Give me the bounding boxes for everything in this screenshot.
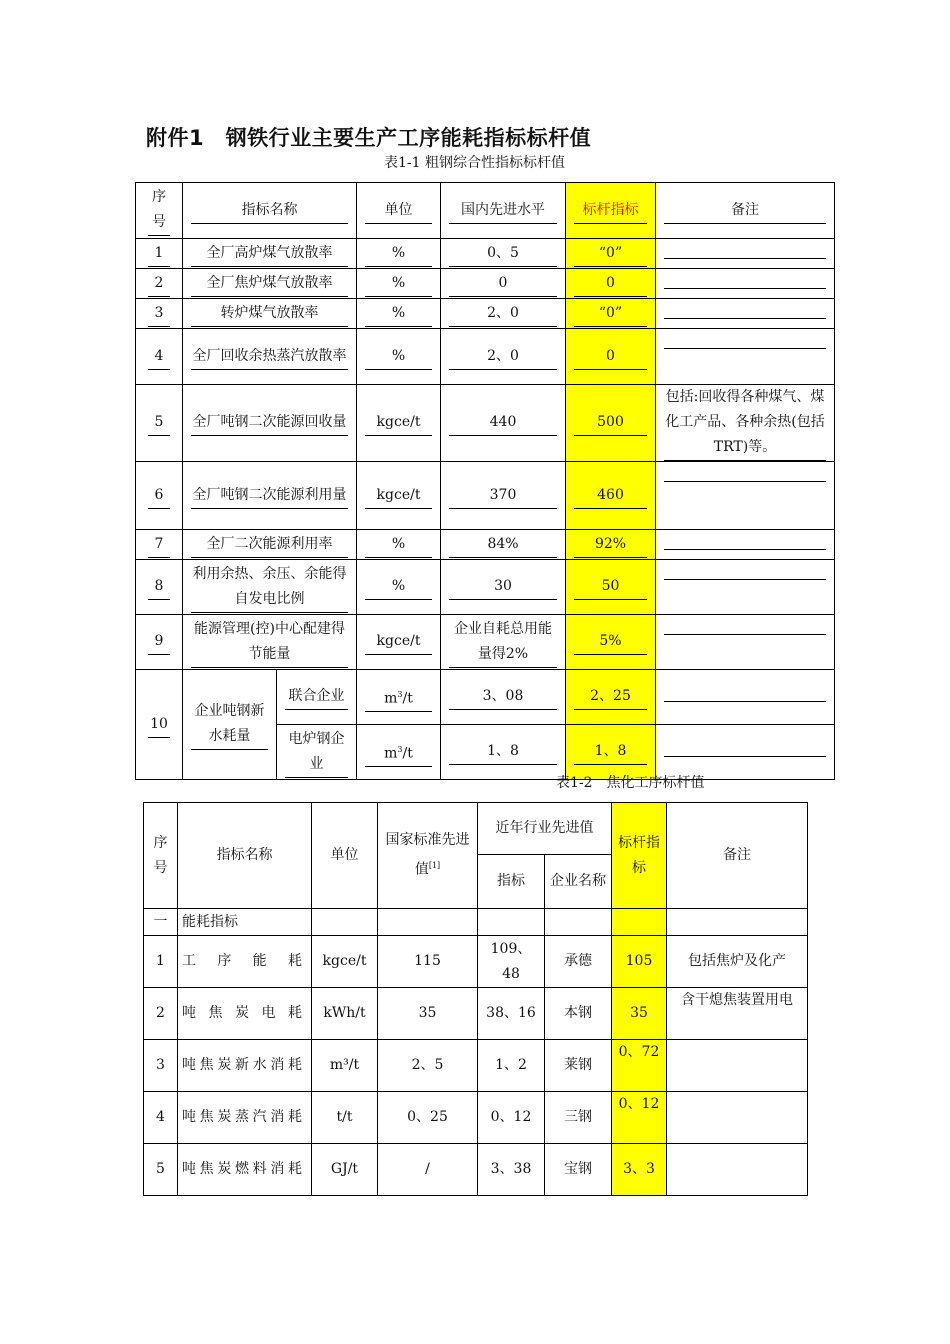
benchmark-cell	[566, 462, 656, 530]
benchmark-cell	[566, 239, 656, 269]
remark-cell	[667, 1092, 808, 1144]
empty-cell	[667, 909, 808, 936]
cell-text: 电炉钢企业	[285, 727, 348, 778]
benchmark-cell	[566, 670, 656, 725]
cell-text: 50	[574, 574, 647, 600]
table1-row	[136, 560, 835, 615]
empty-cell	[312, 909, 378, 936]
unit-tail: /t	[402, 745, 413, 762]
remark-cell	[656, 462, 835, 530]
cell-text: 370	[449, 483, 557, 509]
table1-caption: 表1-1 粗钢综合性指标标杆值	[384, 155, 565, 171]
cell-text: 2、0	[449, 301, 557, 327]
cell-text: 0	[449, 271, 557, 297]
seq-cell: 1	[144, 936, 178, 988]
header-benchmark: 标杆指标	[612, 803, 667, 909]
seq-cell: 4	[144, 1092, 178, 1144]
cell-text	[664, 317, 826, 319]
name-cell	[183, 299, 357, 329]
unit-cell	[357, 299, 441, 329]
cell-text	[664, 480, 826, 482]
domestic-cell	[441, 269, 566, 299]
cell-text	[664, 633, 826, 635]
cell-text	[664, 578, 826, 580]
benchmark-cell: 0、12	[612, 1092, 667, 1144]
header-benchmark: 标杆指标	[566, 183, 656, 239]
table2-header-row1	[144, 803, 808, 855]
table2-row	[144, 1092, 808, 1144]
cell-text: %	[365, 532, 432, 558]
cell-text: 0、5	[449, 241, 557, 267]
unit-cell	[357, 530, 441, 560]
cell-text: 全厂回收余热蒸汽放散率	[191, 344, 348, 370]
name-cell	[183, 530, 357, 560]
remark-cell	[667, 1144, 808, 1196]
cell-text: 1	[148, 241, 170, 267]
cell-text: “0”	[574, 301, 647, 327]
unit-base: m	[384, 690, 398, 707]
seq-cell	[136, 462, 183, 530]
name-cell	[183, 615, 357, 670]
national-cell: /	[378, 1144, 478, 1196]
cell-text: 2、0	[449, 344, 557, 370]
unit-cell	[357, 560, 441, 615]
indicator-cell: 109、48	[478, 936, 545, 988]
benchmark-cell	[566, 560, 656, 615]
table1-row	[136, 530, 835, 560]
cell-text	[664, 548, 826, 550]
cell-text: 92%	[574, 532, 647, 558]
company-cell: 本钢	[545, 988, 612, 1040]
indicator-cell: 3、38	[478, 1144, 545, 1196]
national-cell: 35	[378, 988, 478, 1040]
unit-cell: t/t	[312, 1092, 378, 1144]
table1-row	[136, 239, 835, 269]
header-company: 企业名称	[545, 855, 612, 909]
name-cell	[183, 269, 357, 299]
cell-text: 能源管理(控)中心配建得节能量	[191, 617, 348, 668]
subname-cell	[277, 670, 357, 725]
remark-cell	[656, 329, 835, 385]
seq-cell: 3	[144, 1040, 178, 1092]
cell-text	[664, 257, 826, 259]
cell-text: 7	[148, 532, 170, 558]
remark-cell	[656, 269, 835, 299]
cell-text: kgce/t	[365, 410, 432, 436]
seq-cell	[136, 385, 183, 462]
empty-cell	[612, 909, 667, 936]
page-title: 附件1 钢铁行业主要生产工序能耗指标标杆值	[146, 126, 592, 150]
cell-text: 460	[574, 483, 647, 509]
unit-sup: 3	[397, 689, 403, 699]
header-unit: 单位	[312, 803, 378, 909]
header-national: 国家标准先进值[1]	[378, 803, 478, 909]
cell-text: 全厂焦炉煤气放散率	[191, 271, 348, 297]
name-cell	[183, 239, 357, 269]
unit-cell	[357, 462, 441, 530]
domestic-cell	[441, 329, 566, 385]
remark-cell	[656, 615, 835, 670]
unit-cell: kgce/t	[312, 936, 378, 988]
unit-cell	[357, 670, 441, 725]
cell-text: 全厂吨钢二次能源利用量	[191, 483, 348, 509]
table2-caption: 表1-2 焦化工序标杆值	[556, 775, 705, 791]
table1-row	[136, 385, 835, 462]
name-cell: 吨焦炭新水消耗	[178, 1040, 312, 1092]
unit-cell: kWh/t	[312, 988, 378, 1040]
cell-text: 3	[148, 301, 170, 327]
cell-text: %	[365, 344, 432, 370]
domestic-cell	[441, 299, 566, 329]
unit-cell	[357, 615, 441, 670]
cell-text: 利用余热、余压、余能得自发电比例	[191, 562, 348, 613]
table2-section-row	[144, 909, 808, 936]
remark-cell	[656, 239, 835, 269]
header-remark: 备注	[667, 803, 808, 909]
indicator-cell: 1、2	[478, 1040, 545, 1092]
seq-cell: 2	[144, 988, 178, 1040]
seq-cell	[136, 670, 183, 780]
cell-text: 1、8	[574, 739, 647, 765]
header-remark: 备注	[656, 183, 835, 239]
cell-text: 0	[574, 271, 647, 297]
cell-text: 5	[148, 410, 170, 436]
name-cell	[183, 329, 357, 385]
cell-text: 全厂吨钢二次能源回收量	[191, 410, 348, 436]
cell-text: %	[365, 301, 432, 327]
benchmark-cell: 3、3	[612, 1144, 667, 1196]
section-seq: 一	[144, 909, 178, 936]
national-cell: 2、5	[378, 1040, 478, 1092]
cell-text: 0	[574, 344, 647, 370]
benchmark-cell	[566, 530, 656, 560]
cell-text: 1、8	[449, 739, 557, 765]
unit-base: m	[384, 745, 398, 762]
header-domestic: 国内先进水平	[441, 183, 566, 239]
national-cell: 0、25	[378, 1092, 478, 1144]
cell-text: 2、25	[574, 684, 647, 710]
cell-text: 6	[148, 483, 170, 509]
cell-text: 全厂高炉煤气放散率	[191, 241, 348, 267]
cell-text: 30	[449, 574, 557, 600]
cell-text: 全厂二次能源利用率	[191, 532, 348, 558]
unit-sup: 3	[397, 744, 403, 754]
table2-coking	[143, 802, 808, 1196]
name-cell: 吨焦炭蒸汽消耗	[178, 1092, 312, 1144]
remark-cell: 包括焦炉及化产	[667, 936, 808, 988]
unit-cell	[357, 329, 441, 385]
name-cell: 吨焦炭燃料消耗	[178, 1144, 312, 1196]
seq-cell	[136, 269, 183, 299]
cell-text: 3、08	[449, 684, 557, 710]
seq-cell	[136, 530, 183, 560]
empty-cell	[545, 909, 612, 936]
benchmark-cell	[566, 299, 656, 329]
table1-row	[136, 329, 835, 385]
subname-cell	[277, 725, 357, 780]
cell-text: 企业自耗总用能量得2%	[449, 617, 557, 668]
section-name: 能耗指标	[178, 909, 312, 936]
name-cell	[183, 560, 357, 615]
benchmark-cell	[566, 269, 656, 299]
seq-cell	[136, 299, 183, 329]
unit-text	[365, 682, 432, 713]
header-industry: 近年行业先进值	[478, 803, 612, 855]
seq-cell	[136, 615, 183, 670]
cell-text: 8	[148, 574, 170, 600]
unit-cell: m³/t	[312, 1040, 378, 1092]
unit-cell	[357, 269, 441, 299]
table1-row10-sub	[136, 670, 835, 725]
remark-cell	[656, 385, 835, 462]
cell-text: %	[365, 574, 432, 600]
domestic-cell	[441, 670, 566, 725]
cell-text: 2	[148, 271, 170, 297]
indicator-cell: 38、16	[478, 988, 545, 1040]
table1-row	[136, 615, 835, 670]
cell-text: kgce/t	[365, 629, 432, 655]
cell-text: 440	[449, 410, 557, 436]
cell-text: 联合企业	[285, 684, 348, 710]
name-cell	[183, 385, 357, 462]
cell-text: “0”	[574, 241, 647, 267]
benchmark-cell: 35	[612, 988, 667, 1040]
cell-text: 9	[148, 629, 170, 655]
header-indicator: 指标	[478, 855, 545, 909]
benchmark-cell	[566, 615, 656, 670]
name-cell	[183, 670, 277, 780]
cell-text: 10	[148, 712, 170, 738]
benchmark-cell	[566, 329, 656, 385]
table2-row	[144, 988, 808, 1040]
cell-text: 包括:回收得各种煤气、煤化工产品、各种余热(包括TRT)等。	[664, 385, 826, 461]
remark-cell	[656, 560, 835, 615]
table1-row	[136, 462, 835, 530]
table2-row	[144, 936, 808, 988]
unit-cell	[357, 385, 441, 462]
indicator-cell: 0、12	[478, 1092, 545, 1144]
table1-row	[136, 269, 835, 299]
cell-text: 企业吨钢新水耗量	[191, 699, 268, 750]
header-seq: 序号	[136, 183, 183, 239]
seq-cell: 5	[144, 1144, 178, 1196]
domestic-cell	[441, 530, 566, 560]
unit-cell	[357, 239, 441, 269]
table1-crude-steel	[135, 182, 835, 780]
table2-row	[144, 1144, 808, 1196]
unit-tail: /t	[402, 690, 413, 707]
cell-text	[664, 755, 826, 757]
company-cell: 宝钢	[545, 1144, 612, 1196]
cell-text: kgce/t	[365, 483, 432, 509]
cell-text: 转炉煤气放散率	[191, 301, 348, 327]
remark-cell: 含干熄焦装置用电	[667, 988, 808, 1040]
header-unit: 单位	[357, 183, 441, 239]
domestic-cell	[441, 615, 566, 670]
remark-cell	[656, 670, 835, 725]
seq-cell	[136, 239, 183, 269]
unit-cell: GJ/t	[312, 1144, 378, 1196]
table1-row	[136, 299, 835, 329]
name-cell	[183, 462, 357, 530]
table1-header-row	[136, 183, 835, 239]
company-cell: 承德	[545, 936, 612, 988]
remark-cell	[656, 299, 835, 329]
domestic-cell	[441, 462, 566, 530]
header-seq: 序号	[144, 803, 178, 909]
seq-cell	[136, 560, 183, 615]
empty-cell	[478, 909, 545, 936]
unit-text	[365, 737, 432, 768]
name-cell: 工序能耗	[178, 936, 312, 988]
cell-text: %	[365, 271, 432, 297]
domestic-cell	[441, 239, 566, 269]
table2-row	[144, 1040, 808, 1092]
national-cell: 115	[378, 936, 478, 988]
cell-text: %	[365, 241, 432, 267]
seq-cell	[136, 329, 183, 385]
name-cell: 吨焦炭电耗	[178, 988, 312, 1040]
benchmark-cell	[566, 385, 656, 462]
cell-text: 4	[148, 344, 170, 370]
unit-cell	[357, 725, 441, 780]
benchmark-cell: 105	[612, 936, 667, 988]
benchmark-cell: 0、72	[612, 1040, 667, 1092]
company-cell: 莱钢	[545, 1040, 612, 1092]
header-name: 指标名称	[183, 183, 357, 239]
empty-cell	[378, 909, 478, 936]
domestic-cell	[441, 385, 566, 462]
cell-text: 84%	[449, 532, 557, 558]
company-cell: 三钢	[545, 1092, 612, 1144]
domestic-cell	[441, 725, 566, 780]
cell-text	[664, 287, 826, 289]
remark-cell	[656, 530, 835, 560]
cell-text: 5%	[574, 629, 647, 655]
cell-text: 500	[574, 410, 647, 436]
cell-text	[664, 347, 826, 349]
domestic-cell	[441, 560, 566, 615]
header-name: 指标名称	[178, 803, 312, 909]
remark-cell	[667, 1040, 808, 1092]
cell-text	[664, 700, 826, 702]
